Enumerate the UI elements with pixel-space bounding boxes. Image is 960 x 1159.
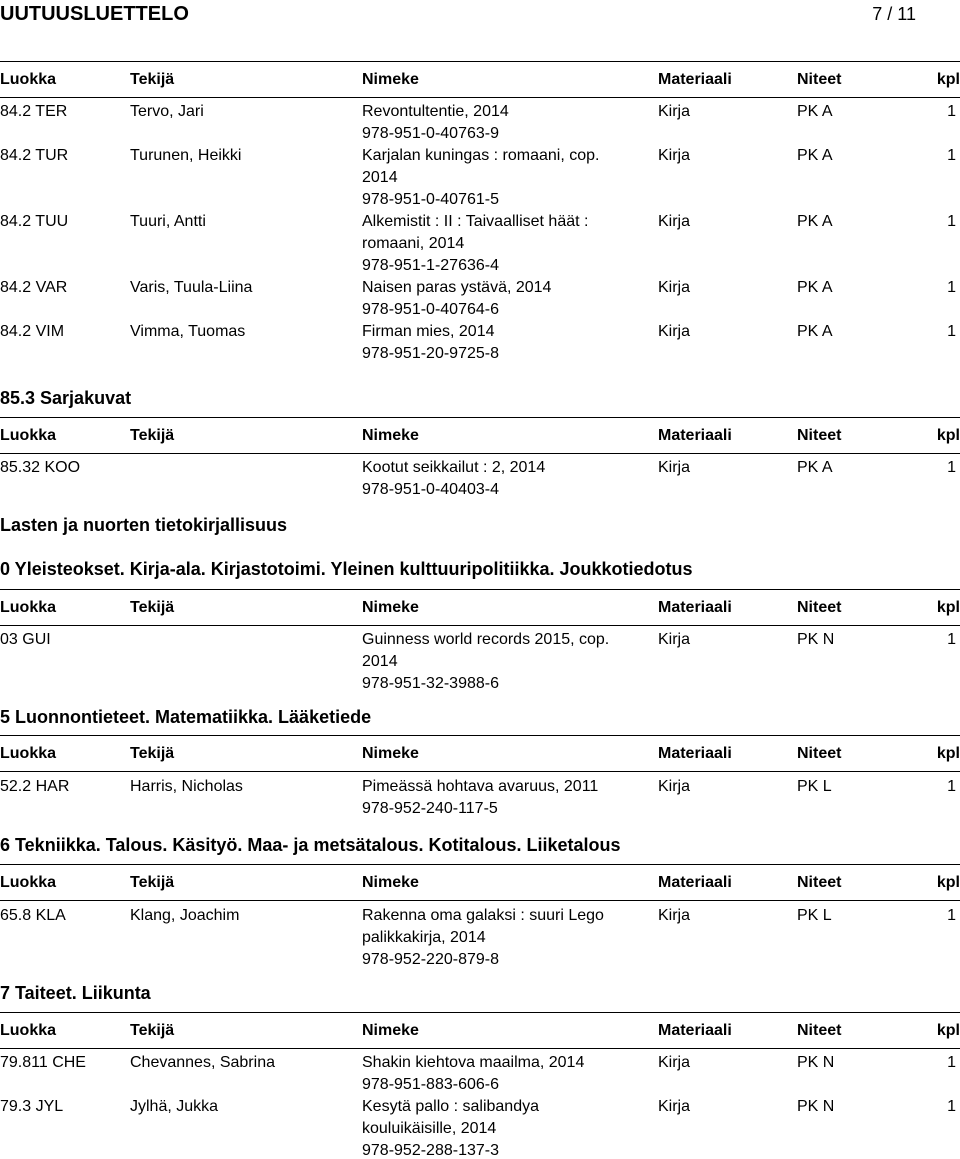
section-heading: 6 Tekniikka. Talous. Käsityö. Maa- ja metsätalous. Kotitalous. Liiketalous [0,835,621,855]
column-header-author: Tekijä [130,427,175,444]
entry-class: 65.8 KLA [0,907,66,924]
entry-author: Vimma, Tuomas [130,323,246,340]
entry-collection: PK N [797,1098,835,1115]
entry-author: Chevannes, Sabrina [130,1054,275,1071]
entry-count: 1 [947,279,956,296]
column-header-class: Luokka [0,1022,57,1039]
column-header-class: Luokka [0,427,57,444]
entry-collection: PK A [797,323,833,340]
entry-author: Tuuri, Antti [130,213,206,230]
entry-class: 84.2 VAR [0,279,68,296]
header-rule-top [0,735,960,736]
entry-material: Kirja [658,1054,691,1071]
entry-isbn: 978-951-1-27636-4 [362,257,499,274]
entry-title: kouluikäisille, 2014 [362,1120,497,1137]
column-header-author: Tekijä [130,1022,175,1039]
column-header-author: Tekijä [130,874,175,891]
entry-count: 1 [947,213,956,230]
entry-title: Alkemistit : II : Taivaalliset häät : [362,213,589,230]
column-header-collection: Niteet [797,71,842,88]
entry-count: 1 [947,103,956,120]
column-header-collection: Niteet [797,745,842,762]
entry-class: 84.2 VIM [0,323,65,340]
header-rule-top [0,864,960,865]
entry-author: Harris, Nicholas [130,778,243,795]
document-title: UUTUUSLUETTELO [0,3,189,25]
entry-title: Naisen paras ystävä, 2014 [362,279,552,296]
column-header-material: Materiaali [658,1022,732,1039]
entry-isbn: 978-951-883-606-6 [362,1076,499,1093]
column-header-author: Tekijä [130,599,175,616]
entry-author: Turunen, Heikki [130,147,242,164]
column-header-title: Nimeke [362,874,419,891]
entry-title: 2014 [362,653,398,670]
header-rule-bottom [0,97,960,98]
entry-count: 1 [947,778,956,795]
column-header-material: Materiaali [658,427,732,444]
entry-material: Kirja [658,147,691,164]
entry-isbn: 978-952-240-117-5 [362,800,498,817]
column-header-title: Nimeke [362,745,419,762]
header-rule-top [0,417,960,418]
entry-isbn: 978-951-0-40403-4 [362,481,499,498]
entry-class: 79.811 CHE [0,1054,86,1071]
entry-class: 84.2 TUR [0,147,69,164]
column-header-material: Materiaali [658,745,732,762]
entry-material: Kirja [658,279,691,296]
column-header-collection: Niteet [797,599,842,616]
entry-author: Jylhä, Jukka [130,1098,219,1115]
entry-title: Pimeässä hohtava avaruus, 2011 [362,778,599,795]
entry-title: romaani, 2014 [362,235,465,252]
entry-collection: PK L [797,778,832,795]
entry-title: Rakenna oma galaksi : suuri Lego [362,907,604,924]
header-rule-top [0,1012,960,1013]
entry-collection: PK A [797,279,833,296]
entry-isbn: 978-952-288-137-3 [362,1142,499,1159]
column-header-material: Materiaali [658,71,732,88]
section-heading: 0 Yleisteokset. Kirja-ala. Kirjastotoimi. Yleinen kulttuuripolitiikka. Joukkotiedotus [0,559,693,579]
entry-material: Kirja [658,778,691,795]
header-rule-top [0,589,960,590]
entry-class: 85.32 KOO [0,459,81,476]
entry-count: 1 [947,1054,956,1071]
entry-count: 1 [947,323,956,340]
entry-title: Kesytä pallo : salibandya [362,1098,539,1115]
header-rule-bottom [0,625,960,626]
entry-collection: PK A [797,213,833,230]
entry-material: Kirja [658,907,691,924]
entry-count: 1 [947,459,956,476]
column-header-count: kpl [936,1022,960,1039]
column-header-collection: Niteet [797,427,842,444]
entry-collection: PK A [797,103,833,120]
entry-material: Kirja [658,213,691,230]
entry-class: 03 GUI [0,631,51,648]
entry-collection: PK L [797,907,832,924]
header-rule-bottom [0,453,960,454]
column-header-count: kpl [936,599,960,616]
entry-author: Klang, Joachim [130,907,240,924]
entry-isbn: 978-951-0-40763-9 [362,125,499,142]
entry-title: Revontultentie, 2014 [362,103,509,120]
entry-material: Kirja [658,459,691,476]
entry-isbn: 978-952-220-879-8 [362,951,499,968]
column-header-title: Nimeke [362,71,419,88]
entry-class: 84.2 TUU [0,213,69,230]
category-heading: Lasten ja nuorten tietokirjallisuus [0,515,288,535]
header-rule-bottom [0,771,960,772]
header-rule-bottom [0,900,960,901]
column-header-collection: Niteet [797,1022,842,1039]
column-header-title: Nimeke [362,1022,419,1039]
section-heading: 5 Luonnontieteet. Matematiikka. Lääketiede [0,707,372,727]
column-header-count: kpl [936,427,960,444]
entry-title: Firman mies, 2014 [362,323,495,340]
entry-title: Karjalan kuningas : romaani, cop. [362,147,600,164]
column-header-count: kpl [936,874,960,891]
entry-collection: PK N [797,1054,835,1071]
column-header-title: Nimeke [362,599,419,616]
entry-author: Tervo, Jari [130,103,204,120]
entry-title: 2014 [362,169,398,186]
entry-title: Shakin kiehtova maailma, 2014 [362,1054,585,1071]
entry-material: Kirja [658,323,691,340]
entry-count: 1 [947,1098,956,1115]
column-header-class: Luokka [0,745,57,762]
entry-count: 1 [947,907,956,924]
entry-class: 84.2 TER [0,103,68,120]
entry-count: 1 [947,147,956,164]
section-heading: 7 Taiteet. Liikunta [0,983,151,1003]
entry-class: 79.3 JYL [0,1098,64,1115]
entry-isbn: 978-951-0-40761-5 [362,191,499,208]
entry-material: Kirja [658,103,691,120]
column-header-class: Luokka [0,599,57,616]
column-header-material: Materiaali [658,599,732,616]
entry-material: Kirja [658,1098,691,1115]
entry-title: Kootut seikkailut : 2, 2014 [362,459,546,476]
entry-count: 1 [947,631,956,648]
entry-collection: PK A [797,459,833,476]
section-heading: 85.3 Sarjakuvat [0,388,132,408]
entry-isbn: 978-951-32-3988-6 [362,675,499,692]
entry-collection: PK A [797,147,833,164]
column-header-class: Luokka [0,71,57,88]
column-header-author: Tekijä [130,71,175,88]
entry-isbn: 978-951-20-9725-8 [362,345,499,362]
entry-class: 52.2 HAR [0,778,70,795]
column-header-count: kpl [936,745,960,762]
column-header-author: Tekijä [130,745,175,762]
entry-isbn: 978-951-0-40764-6 [362,301,499,318]
column-header-collection: Niteet [797,874,842,891]
entry-title: palikkakirja, 2014 [362,929,486,946]
column-header-material: Materiaali [658,874,732,891]
page-indicator: 7 / 11 [872,4,916,24]
column-header-class: Luokka [0,874,57,891]
entry-material: Kirja [658,631,691,648]
entry-author: Varis, Tuula-Liina [130,279,253,296]
column-header-count: kpl [936,71,960,88]
header-rule-top [0,61,960,62]
column-header-title: Nimeke [362,427,419,444]
header-rule-bottom [0,1048,960,1049]
entry-collection: PK N [797,631,835,648]
entry-title: Guinness world records 2015, cop. [362,631,610,648]
